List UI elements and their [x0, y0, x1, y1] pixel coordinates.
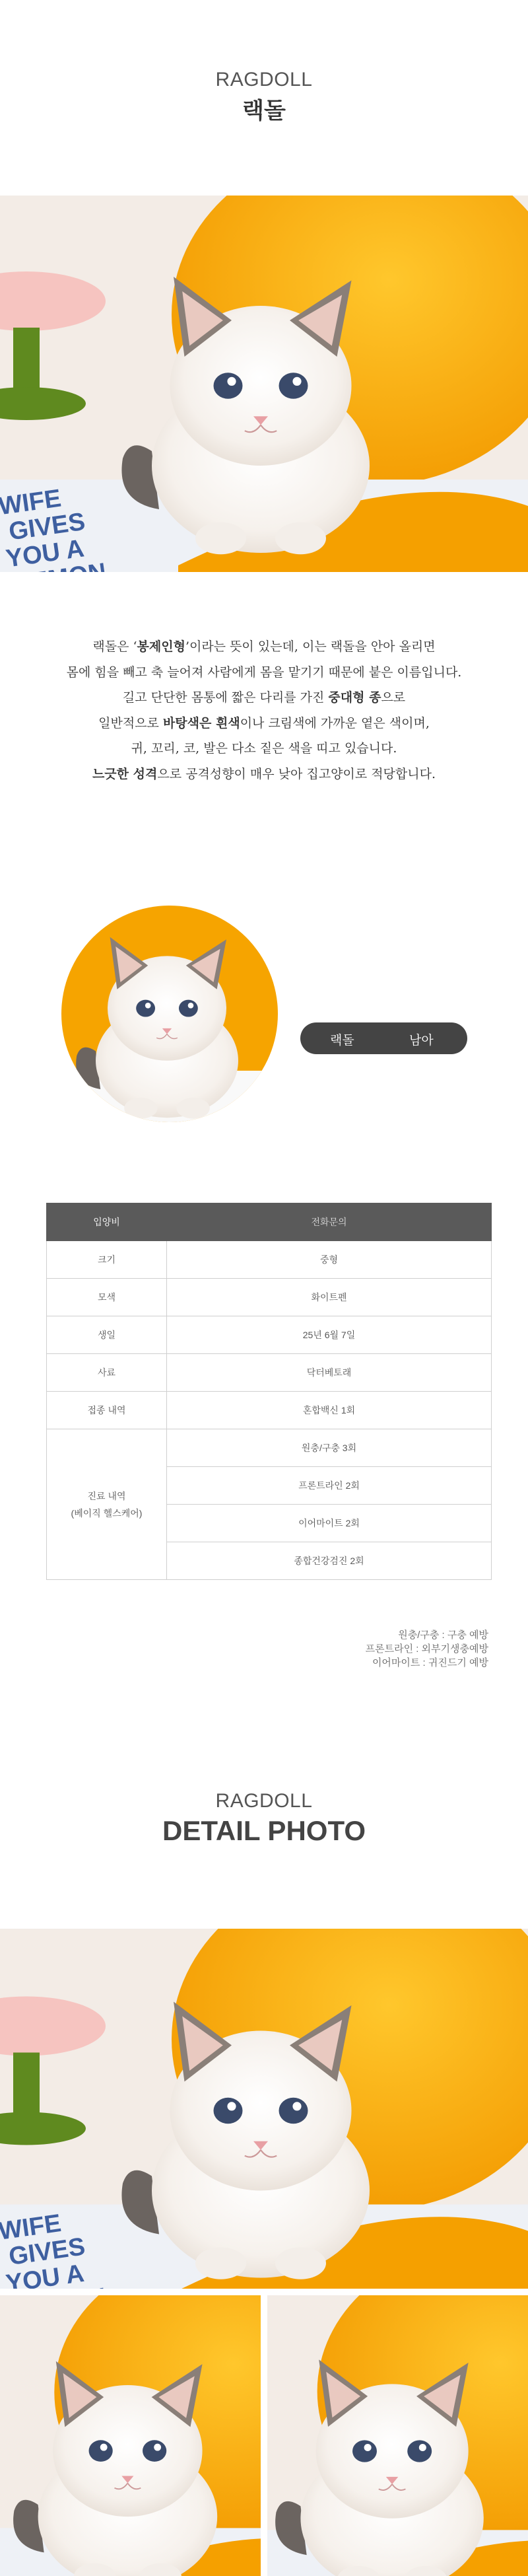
breed-sex-pill: [300, 1022, 467, 1054]
info-table: [46, 1203, 492, 1580]
detail-kitten-photo: [0, 2295, 261, 2576]
table-row: [47, 1203, 492, 1241]
intro-line: 일반적으로 바탕색은 흰색이나 크림색에 가까운 옅은 색이며,: [98, 715, 430, 731]
detail-header-title: DETAIL PHOTO: [162, 1815, 366, 1846]
vaccine-value: 혼합백신 1회: [167, 1392, 492, 1429]
detail-kitten-photo: [0, 1929, 528, 2289]
care-item: 프론트라인 2회: [167, 1467, 492, 1505]
table-row: [47, 1429, 492, 1467]
intro-text: [0, 634, 528, 787]
vaccine-label: 접종 내역: [47, 1392, 167, 1429]
footnotes: [366, 1628, 488, 1670]
footnote: 프론트라인 : 외부기생충예방: [365, 1643, 488, 1655]
care-item: 종합건강검진 2회: [167, 1542, 492, 1580]
detail-header-en: RAGDOLL: [215, 1790, 313, 1812]
table-row: [47, 1241, 492, 1279]
intro-line: 길고 단단한 몸통에 짧은 다리를 가진 중대형 종으로: [122, 690, 406, 705]
price-label: 입양비: [47, 1203, 167, 1241]
footnote: 원충/구충 : 구충 예방: [398, 1629, 488, 1641]
table-row: [47, 1279, 492, 1316]
page-header: [0, 69, 528, 125]
header-en: RAGDOLL: [215, 69, 313, 90]
footnote: 이어마이트 : 귀진드기 예방: [372, 1657, 488, 1668]
intro-line: 느긋한 성격으로 공격성향이 매우 낮아 집고양이로 적당합니다.: [92, 766, 436, 781]
color-value: 화이트펜: [167, 1279, 492, 1316]
intro-line: 랙돌은 ‘봉제인형’이라는 뜻이 있는데, 이는 랙돌을 안아 올리면: [92, 639, 436, 654]
color-label: 모색: [47, 1279, 167, 1316]
intro-line: 귀, 꼬리, 코, 발은 다소 짙은 색을 띠고 있습니다.: [131, 741, 397, 756]
header-ko: 랙돌: [242, 98, 286, 124]
breed-label: 랙돌: [330, 1034, 354, 1048]
sex-label: 남아: [409, 1034, 434, 1048]
intro-line: 몸에 힘을 빼고 축 늘어져 사람에게 몸을 맡기기 때문에 붙은 이름입니다.: [66, 664, 462, 680]
price-value: 전화문의: [167, 1203, 492, 1241]
table-row: [47, 1354, 492, 1392]
care-label: 진료 내역 (베이직 헬스케어): [47, 1429, 167, 1580]
feed-value: 닥터베토래: [167, 1354, 492, 1392]
size-value: 중형: [167, 1241, 492, 1279]
profile-kitten-photo: [61, 906, 278, 1122]
birth-value: 25년 6월 7일: [167, 1316, 492, 1354]
feed-label: 사료: [47, 1354, 167, 1392]
size-label: 크기: [47, 1241, 167, 1279]
table-row: [47, 1316, 492, 1354]
detail-kitten-photo: [267, 2295, 528, 2576]
care-item: 원충/구충 3회: [167, 1429, 492, 1467]
hero-kitten-photo: [0, 196, 528, 572]
birth-label: 생일: [47, 1316, 167, 1354]
care-item: 이어마이트 2회: [167, 1505, 492, 1542]
detail-header: [0, 1790, 528, 1847]
table-row: [47, 1392, 492, 1429]
